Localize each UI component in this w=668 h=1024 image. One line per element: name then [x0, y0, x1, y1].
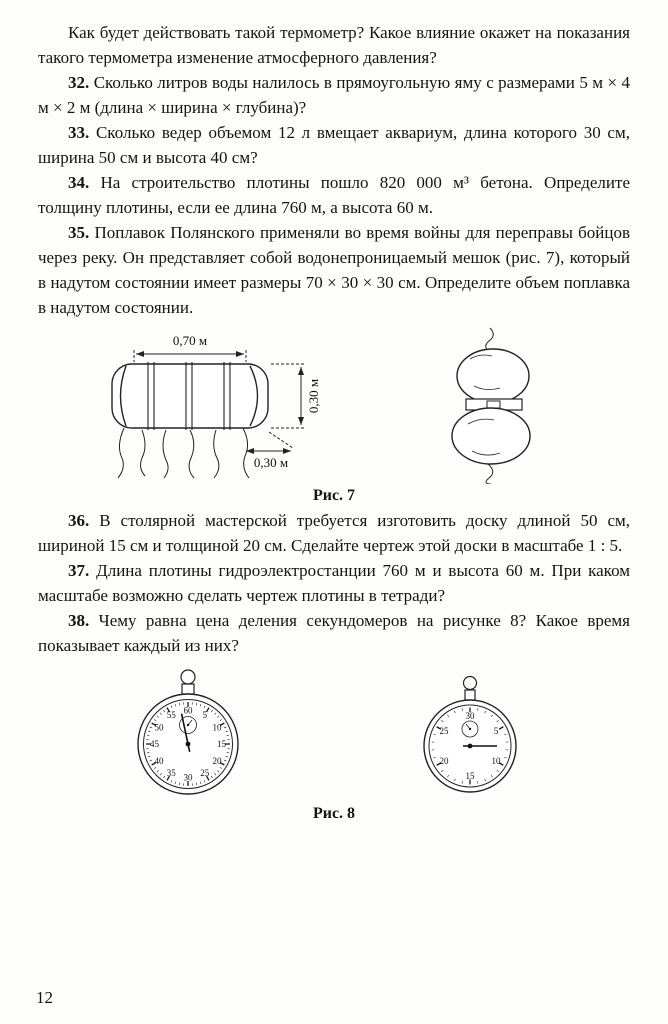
- problem-37-text: Длина плотины гидроэлектростанции 760 м и высота 60 м. При каком масштабе возможно сделать чертеж плотины в тетради?: [38, 561, 631, 605]
- figure7-drawing: [38, 324, 630, 484]
- float-side-view-icon: [112, 362, 268, 478]
- svg-text:60: 60: [183, 705, 193, 716]
- figure8-caption: Рис. 8: [312, 805, 356, 822]
- problem-36-text: В столярной мастерской требуется изготовить доску длиной 50 см, шириной 15 см и толщиной 20 см. Сделайте чертеж этой доски в масштабе 1 : 5.: [38, 511, 630, 555]
- problem-36-number: 36.: [68, 511, 90, 530]
- svg-text:20: 20: [212, 755, 222, 766]
- svg-text:35: 35: [166, 768, 176, 779]
- stopwatch-right-ring: [464, 677, 477, 690]
- svg-text:5: 5: [202, 710, 207, 721]
- intro-paragraph: [38, 20, 630, 70]
- svg-text:45: 45: [150, 739, 159, 750]
- svg-text:55: 55: [166, 710, 176, 721]
- problem-33-number: 33.: [68, 123, 90, 142]
- problem-34-number: 34.: [68, 173, 90, 192]
- dim-height-label: 0,30 м: [306, 378, 321, 414]
- figure-8: [38, 662, 630, 826]
- problem-32-number: 32.: [68, 73, 90, 92]
- stopwatch-left-ring: [181, 670, 195, 684]
- svg-text:15: 15: [465, 771, 475, 782]
- problem-38-number: 38.: [68, 611, 90, 630]
- svg-text:25: 25: [439, 726, 449, 737]
- figure-7: [38, 324, 630, 508]
- svg-text:20: 20: [439, 756, 449, 767]
- svg-text:30: 30: [465, 711, 475, 722]
- problem-37-number: 37.: [68, 561, 90, 580]
- problem-35: [38, 220, 630, 320]
- dim-length-label: 0,70 м: [172, 333, 208, 348]
- stopwatch-left-crown: [182, 684, 194, 694]
- problem-33: [38, 120, 630, 170]
- problem-34: [38, 170, 630, 220]
- problem-36: [38, 508, 630, 558]
- svg-text:30: 30: [183, 772, 193, 783]
- svg-text:5: 5: [493, 726, 499, 737]
- svg-text:25: 25: [200, 768, 210, 779]
- svg-text:15: 15: [217, 739, 226, 750]
- problem-37: [38, 558, 630, 608]
- svg-text:10: 10: [212, 722, 222, 733]
- svg-text:50: 50: [154, 722, 164, 733]
- stopwatch-right-crown: [465, 690, 475, 700]
- page-number: 12: [36, 988, 53, 1007]
- problem-32-text: Сколько литров воды налилось в прямоугольную яму с размерами 5 м × 4 м × 2 м (длина × ширина × глубина)?: [38, 73, 630, 117]
- intro-text: Как будет действовать такой термометр? Какое влияние окажет на показания такого термометра изменение атмосферного давления?: [38, 23, 630, 67]
- svg-text:10: 10: [491, 756, 501, 767]
- dim-depth-label: 0,30 м: [253, 455, 289, 470]
- problem-34-text: На строительство плотины пошло 820 000 м³ бетона. Определите толщину плотины, если ее длина 760 м, а высота 60 м.: [38, 173, 630, 217]
- float-strings: [118, 428, 249, 478]
- problem-38: [38, 608, 630, 658]
- float-packed-view-icon: [452, 328, 530, 484]
- problem-35-number: 35.: [68, 223, 90, 242]
- problem-32: [38, 70, 630, 120]
- figure8-drawing: [38, 662, 630, 802]
- problem-33-text: Сколько ведер объемом 12 л вмещает аквариум, длина которого 30 см, ширина 50 см и высота 40 см?: [38, 123, 630, 167]
- svg-text:40: 40: [154, 755, 164, 766]
- problem-35-text: Поплавок Полянского применяли во время войны для переправы бойцов через реку. Он представляет собой водонепроницаемый мешок (рис. 7), который в надутом состоянии имеет размеры 70 × 30 × 30 см. Определите объем поплавка в надутом состоянии.: [38, 223, 630, 317]
- problem-38-text: Чему равна цена деления секундомеров на рисунке 8? Какое время показывает каждый из них?: [38, 611, 630, 655]
- figure7-caption: Рис. 7: [312, 487, 356, 504]
